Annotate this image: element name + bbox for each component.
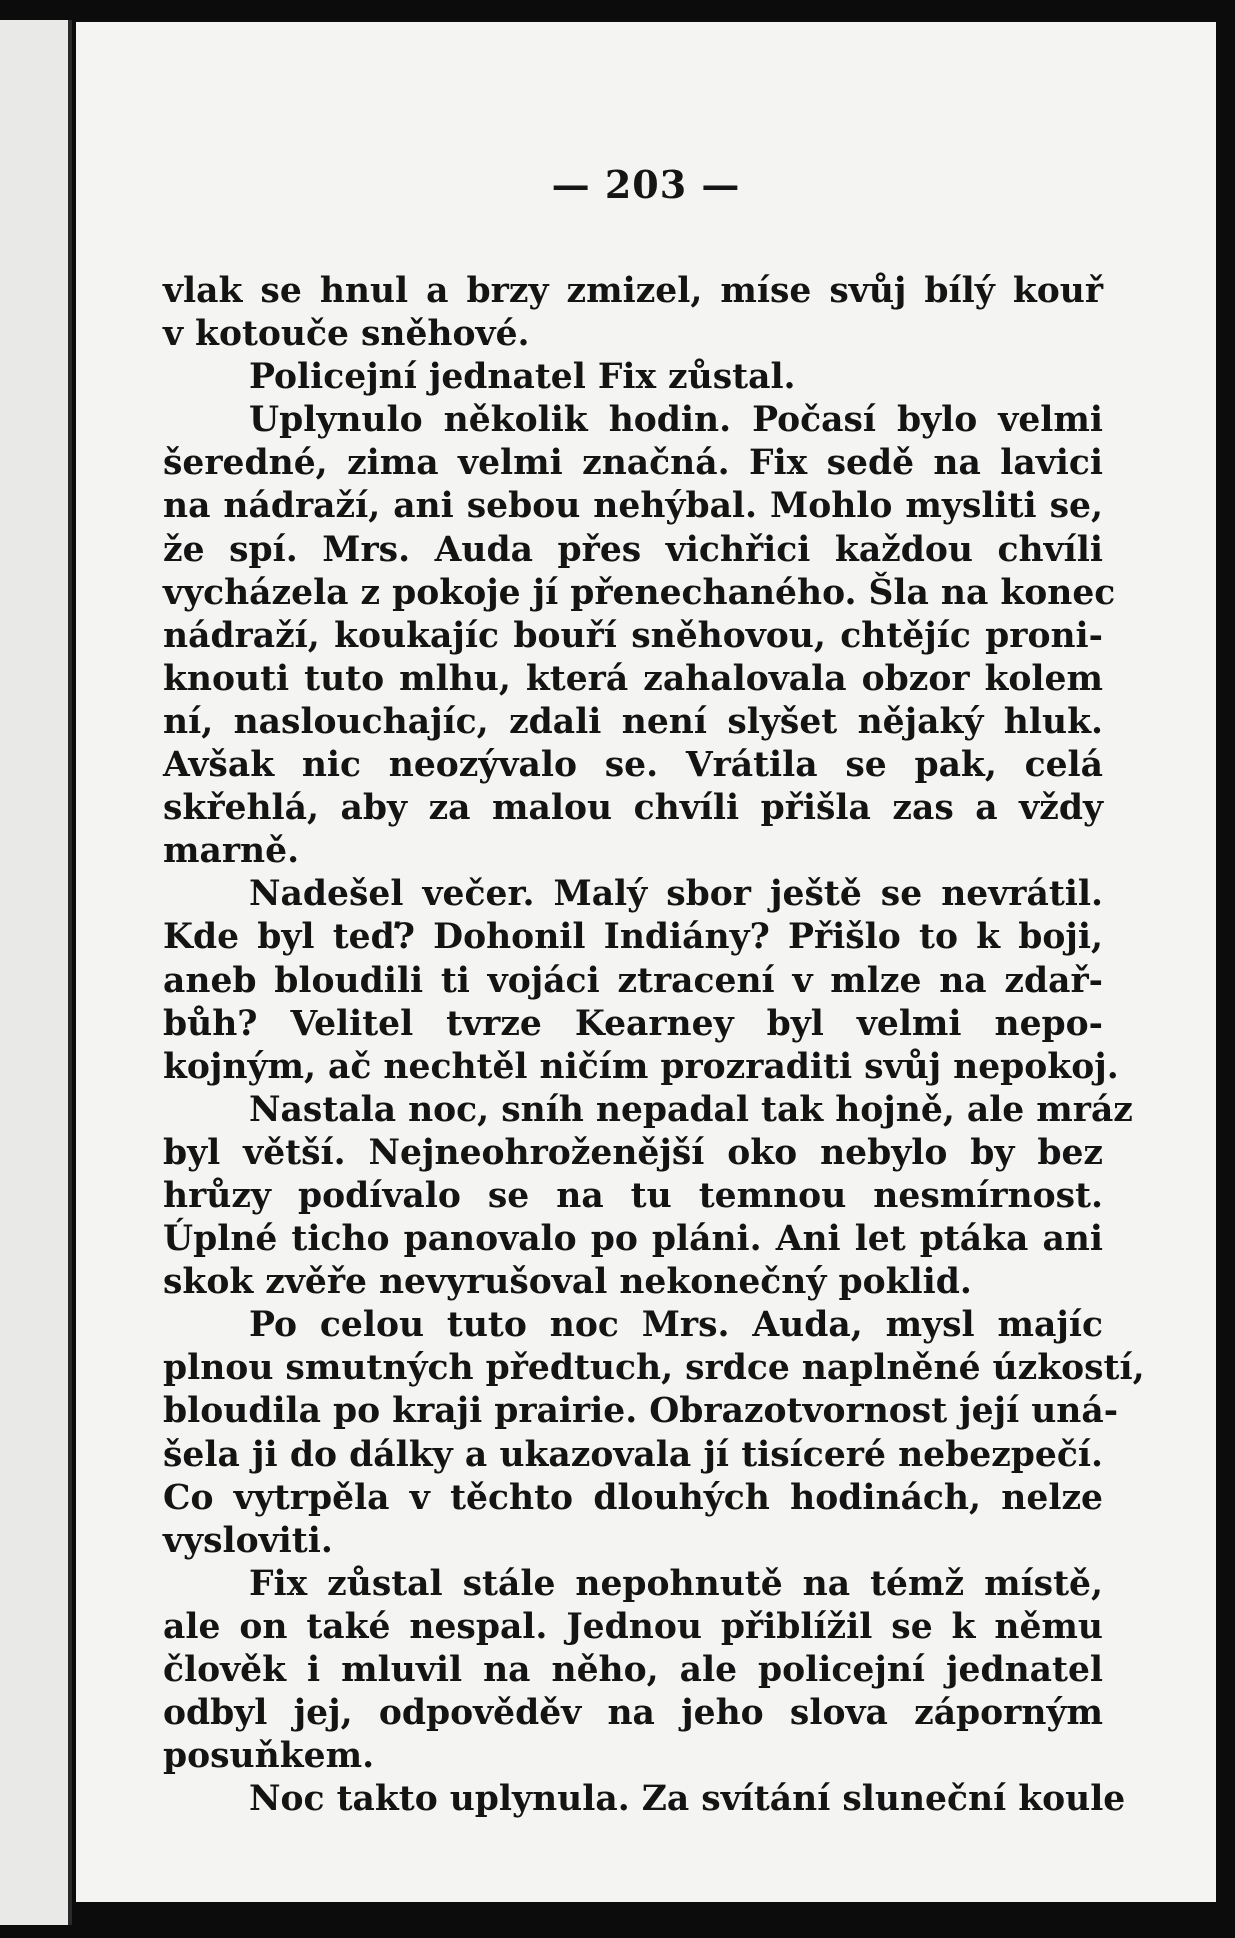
text-line: aneb bloudili ti vojáci ztracení v mlze na zdař- xyxy=(163,960,1103,1001)
text-line: šeredné, zima velmi značná. Fix sedě na lavici xyxy=(163,443,1103,484)
previous-page-edge xyxy=(0,20,72,1925)
text-line: skřehlá, aby za malou chvíli přišla zas a vždy xyxy=(163,788,1103,829)
text-line: Kde byl teď? Dohonil Indiány? Přišlo to k boji, xyxy=(163,917,1103,958)
text-line: ní, naslouchajíc, zdali není slyšet nějaký hluk. xyxy=(163,701,1103,742)
text-line: Fix zůstal stále nepohnutě na témž místě, xyxy=(249,1563,1103,1604)
text-line: Po celou tuto noc Mrs. Auda, mysl majíc xyxy=(249,1305,1103,1346)
text-line: že spí. Mrs. Auda přes vichřici každou chvíli xyxy=(163,529,1103,570)
text-line: Noc takto uplynula. Za svítání sluneční koule xyxy=(249,1779,1126,1820)
text-line: ale on také nespal. Jednou přiblížil se k němu xyxy=(163,1606,1103,1647)
text-line: bloudila po kraji prairie. Obrazotvornost její uná- xyxy=(163,1391,1119,1432)
text-line: Policejní jednatel Fix zůstal. xyxy=(249,357,796,398)
text-line: marně. xyxy=(163,831,300,872)
page-number: — 203 — xyxy=(551,162,741,207)
text-line: na nádraží, ani sebou nehýbal. Mohlo mysliti se, xyxy=(163,486,1103,527)
text-line: vycházela z pokoje jí přenechaného. Šla na konec xyxy=(163,572,1116,613)
text-line: vlak se hnul a brzy zmizel, míse svůj bílý kouř xyxy=(163,271,1103,311)
text-line: posuňkem. xyxy=(163,1736,375,1777)
text-line: kojným, ač nechtěl ničím prozraditi svůj nepokoj. xyxy=(163,1046,1119,1087)
text-line: bůh? Velitel tvrze Kearney byl velmi nepo- xyxy=(163,1003,1103,1044)
body-text xyxy=(163,270,1145,1821)
text-line: Nadešel večer. Malý sbor ještě se nevrátil. xyxy=(249,874,1103,915)
text-line: v kotouče sněhové. xyxy=(163,314,530,355)
text-line: Úplné ticho panovalo po pláni. Ani let ptáka ani xyxy=(163,1219,1103,1260)
text-line: skok zvěře nevyrušoval nekonečný poklid. xyxy=(163,1262,972,1303)
book-page xyxy=(76,22,1216,1902)
text-line: Nastala noc, sníh nepadal tak hojně, ale mráz xyxy=(249,1089,1133,1130)
text-line: Co vytrpěla v těchto dlouhých hodinách, nelze xyxy=(163,1477,1103,1518)
text-line: odbyl jej, odpověděv na jeho slova záporným xyxy=(163,1693,1103,1734)
text-line: člověk i mluvil na něho, ale policejní jednatel xyxy=(163,1650,1103,1690)
text-line: knouti tuto mlhu, která zahalovala obzor kolem xyxy=(163,658,1103,699)
text-line: Avšak nic neozývalo se. Vrátila se pak, celá xyxy=(163,745,1103,786)
text-line: Uplynulo několik hodin. Počasí bylo velmi xyxy=(249,400,1103,441)
text-line: hrůzy podívalo se na tu temnou nesmírnost. xyxy=(163,1175,1103,1216)
text-line: plnou smutných předtuch, srdce naplněné úzkostí, xyxy=(163,1348,1145,1389)
text-line: nádraží, koukajíc bouří sněhovou, chtějíc proni- xyxy=(163,615,1103,656)
text-line: šela ji do dálky a ukazovala jí tisíceré nebezpečí. xyxy=(163,1434,1103,1475)
text-line: vysloviti. xyxy=(163,1520,333,1561)
text-line: byl větší. Nejneohroženější oko nebylo by bez xyxy=(163,1132,1103,1173)
